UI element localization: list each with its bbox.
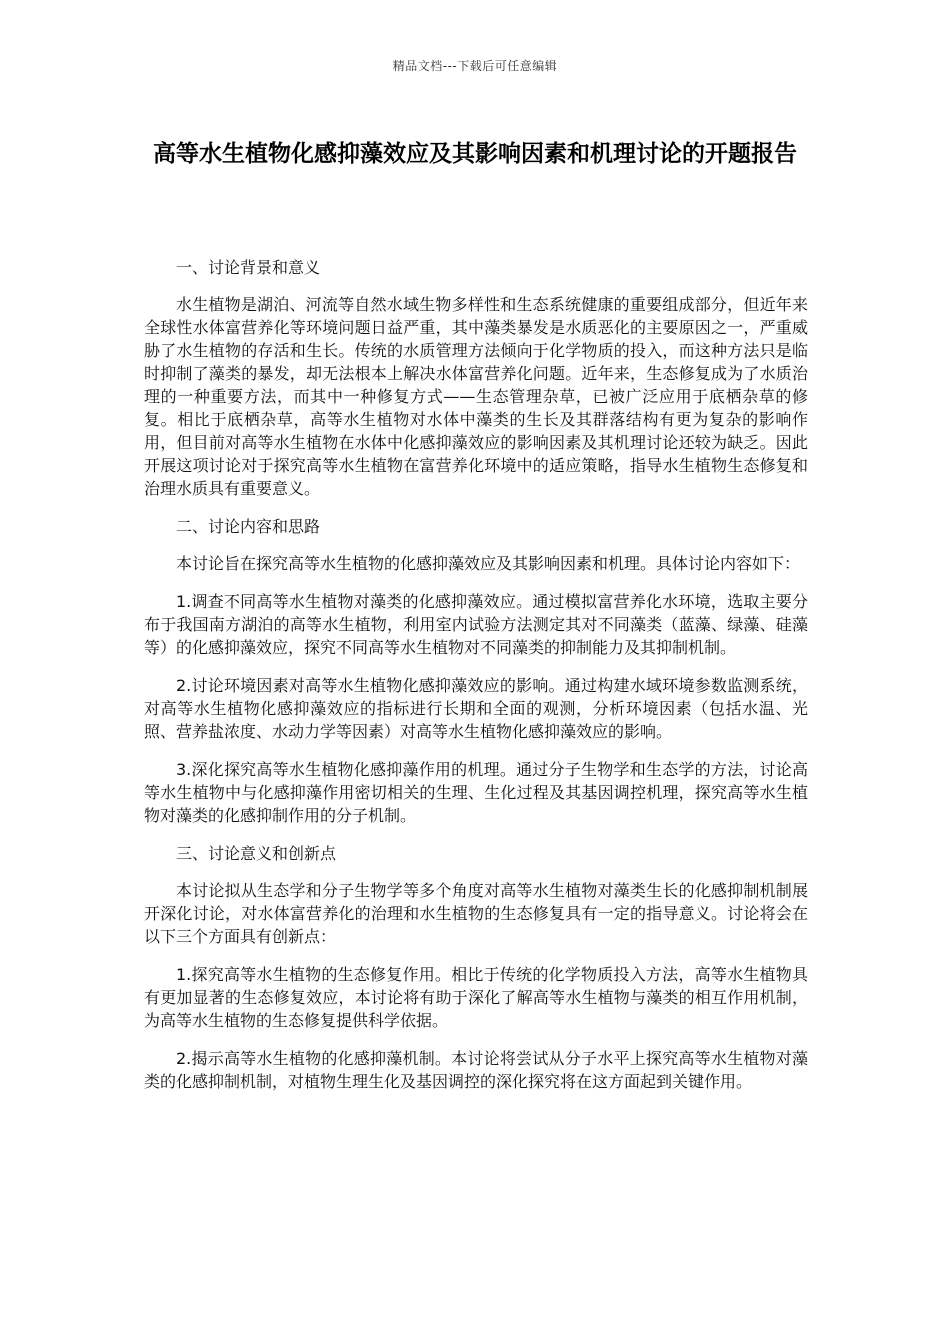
document-title: 高等水生植物化感抑藻效应及其影响因素和机理讨论的开题报告 — [153, 141, 797, 167]
paragraph-background: 水生植物是湖泊、河流等自然水域生物多样性和生态系统健康的重要组成部分，但近年来全球性水体富营养化等环境问题日益严重，其中藻类暴发是水质恶化的主要原因之一，严重威胁了水生植物的存活和生长。传统的水质管理方法倾向于化学物质的投入，而这种方法只是临时抑制了藻类的暴发，却无法根本上解决水体富营养化问题。近年来，生态修复成为了水质治理的一种重要方法，而其中一种修复方式——生态管理杂草，已被广泛应用于底栖杂草的修复。相比于底栖杂草，高等水生植物对水体中藻类的生长及其群落结构有更为复杂的影响作用，但目前对高等水生植物在水体中化感抑藻效应的影响因素及其机理讨论还较为缺乏。因此开展这项讨论对于探究高等水生植物在富营养化环境中的适应策略，指导水生植物生态修复和治理水质具有重要意义。 — [144, 295, 808, 498]
paragraph-significance-item-1: 1.探究高等水生植物的生态修复作用。相比于传统的化学物质投入方法，高等水生植物具有更加显著的生态修复效应，本讨论将有助于深化了解高等水生植物与藻类的相互作用机制，为高等水生植物的生态修复提供科学依据。 — [144, 965, 808, 1030]
paragraph-significance-item-2: 2.揭示高等水生植物的化感抑藻机制。本讨论将尝试从分子水平上探究高等水生植物对藻类的化感抑制机制，对植物生理生化及基因调控的深化探究将在这方面起到关键作用。 — [144, 1049, 808, 1091]
document-body — [144, 256, 808, 1108]
header-note: 精品文档---下载后可任意编辑 — [392, 59, 558, 73]
section-heading-content: 二、讨论内容和思路 — [176, 517, 321, 536]
paragraph-content-item-1: 1.调查不同高等水生植物对藻类的化感抑藻效应。通过模拟富营养化水环境，选取主要分布于我国南方湖泊的高等水生植物，利用室内试验方法测定其对不同藻类（蓝藻、绿藻、硅藻等）的化感抑藻效应，探究不同高等水生植物对不同藻类的抑制能力及其抑制机制。 — [144, 592, 808, 657]
section-heading-background: 一、讨论背景和意义 — [176, 258, 321, 277]
section-heading-significance: 三、讨论意义和创新点 — [176, 844, 337, 863]
paragraph-content-item-2: 2.讨论环境因素对高等水生植物化感抑藻效应的影响。通过构建水域环境参数监测系统，对高等水生植物化感抑藻效应的指标进行长期和全面的观测，分析环境因素（包括水温、光照、营养盐浓度、水动力学等因素）对高等水生植物化感抑藻效应的影响。 — [144, 676, 808, 741]
paragraph-significance-intro: 本讨论拟从生态学和分子生物学等多个角度对高等水生植物对藻类生长的化感抑制机制展开深化讨论，对水体富营养化的治理和水生植物的生态修复具有一定的指导意义。讨论将会在以下三个方面具有创新点： — [144, 881, 808, 946]
paragraph-content-item-3: 3.深化探究高等水生植物化感抑藻作用的机理。通过分子生物学和生态学的方法，讨论高等水生植物中与化感抑藻作用密切相关的生理、生化过程及其基因调控机理，探究高等水生植物对藻类的化感抑制作用的分子机制。 — [144, 760, 808, 825]
paragraph-content-intro: 本讨论旨在探究高等水生植物的化感抑藻效应及其影响因素和机理。具体讨论内容如下： — [176, 554, 801, 573]
